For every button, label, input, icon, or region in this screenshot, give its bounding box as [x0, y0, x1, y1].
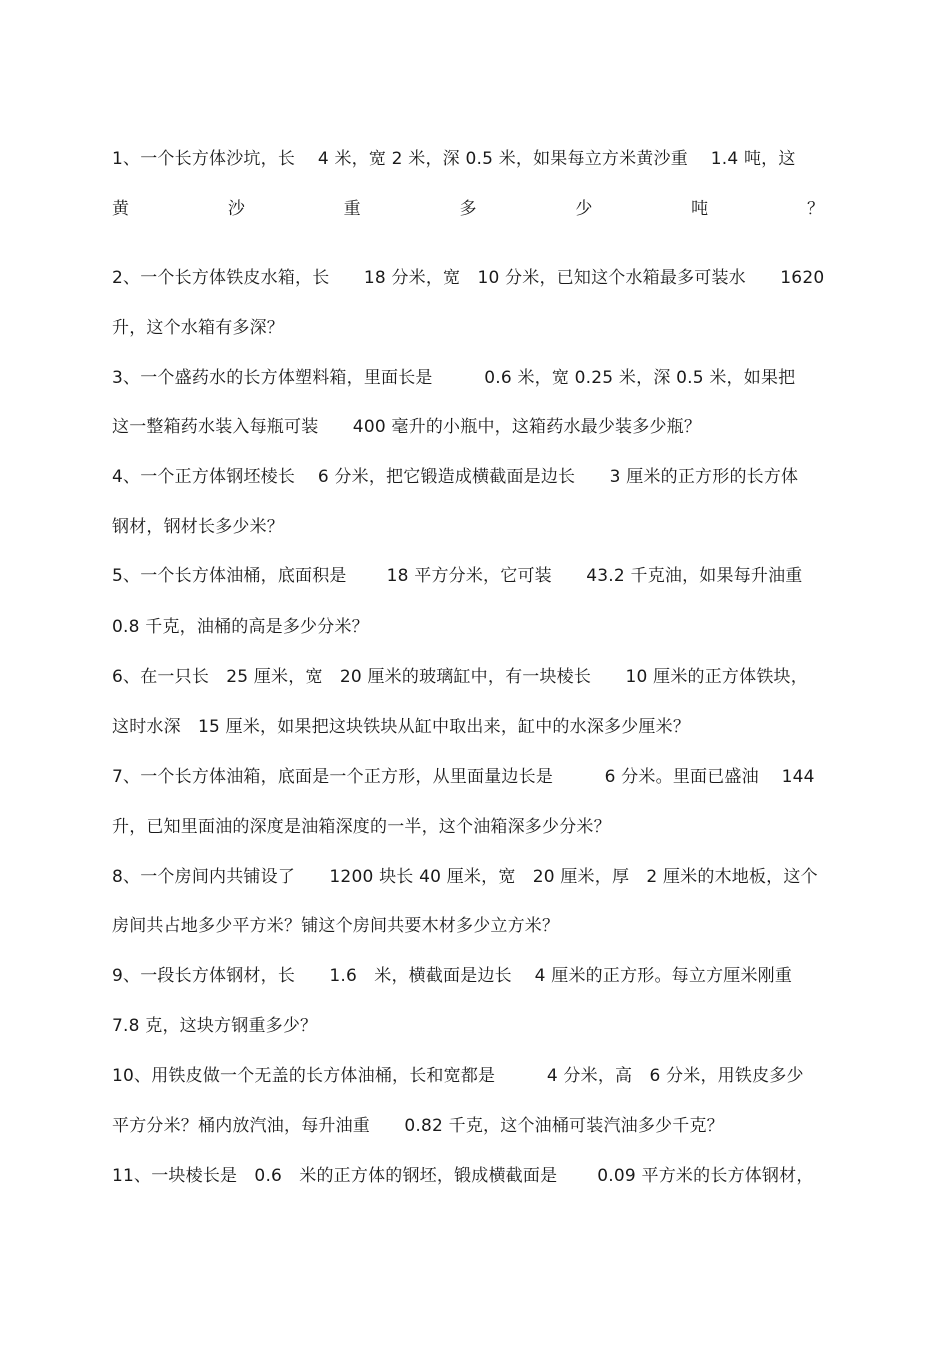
problem-1-word: ？ — [806, 199, 824, 219]
problem-2-line-2: 升，这个水箱有多深？ — [112, 318, 284, 338]
problem-6-line-2: 这时水深 15 厘米，如果把这块铁块从缸中取出来，缸中的水深多少厘米？ — [112, 717, 691, 737]
problem-10-line-2: 平方分米？桶内放汽油，每升油重 0.82 千克，这个油桶可装汽油多少千克？ — [112, 1116, 724, 1136]
problem-11-line-1: 11、一块棱长是 0.6 米的正方体的钢坯，锻成横截面是 0.09 平方米的长方体钢材， — [112, 1166, 814, 1186]
problem-2-line-1: 2、一个长方体铁皮水箱，长 18 分米，宽 10 分米，已知这个水箱最多可装水 1620 — [112, 268, 825, 288]
problem-5-line-2: 0.8 千克，油桶的高是多少分米？ — [112, 617, 369, 637]
problem-1-line-2 — [112, 198, 824, 220]
problem-8-line-1: 8、一个房间内共铺设了 1200 块长 40 厘米，宽 20 厘米，厚 2 厘米的木地板，这个 — [112, 867, 818, 887]
problem-7-line-2: 升，已知里面油的深度是油箱深度的一半，这个油箱深多少分米？ — [112, 817, 611, 837]
problem-1-word: 沙 — [227, 199, 245, 219]
problem-8-line-2: 房间共占地多少平方米？铺这个房间共要木材多少立方米？ — [112, 916, 560, 936]
problem-1-word: 少 — [575, 199, 593, 219]
problem-1-line-1: 1、一个长方体沙坑，长 4 米，宽 2 米，深 0.5 米，如果每立方米黄沙重 1.4 吨，这 — [112, 149, 796, 169]
problem-7-line-1: 7、一个长方体油箱，底面是一个正方形，从里面量边长是 6 分米。里面已盛油 144 — [112, 767, 815, 787]
problem-5-line-1: 5、一个长方体油桶，底面积是 18 平方分米，它可装 43.2 千克油，如果每升油重 — [112, 566, 803, 586]
problem-10-line-1: 10、用铁皮做一个无盖的长方体油桶，长和宽都是 4 分米，高 6 分米，用铁皮多少 — [112, 1066, 804, 1086]
problem-3-line-1: 3、一个盛药水的长方体塑料箱，里面长是 0.6 米，宽 0.25 米，深 0.5 米，如果把 — [112, 368, 796, 388]
problem-3-line-2: 这一整箱药水装入每瓶可装 400 毫升的小瓶中，这箱药水最少装多少瓶？ — [112, 417, 702, 437]
problem-1-word: 吨 — [691, 199, 709, 219]
problem-6-line-1: 6、在一只长 25 厘米，宽 20 厘米的玻璃缸中，有一块棱长 10 厘米的正方体铁块， — [112, 667, 808, 687]
problem-4-line-1: 4、一个正方体钢坯棱长 6 分米，把它锻造成横截面是边长 3 厘米的正方形的长方体 — [112, 467, 799, 487]
problem-1-word: 黄 — [112, 199, 129, 219]
problem-9-line-2: 7.8 克，这块方钢重多少？ — [112, 1016, 318, 1036]
problem-1-word: 多 — [459, 199, 477, 219]
problem-9-line-1: 9、一段长方体钢材，长 1.6 米，横截面是边长 4 厘米的正方形。每立方厘米刚重 — [112, 966, 793, 986]
problem-1-word: 重 — [343, 199, 361, 219]
problem-4-line-2: 钢材，钢材长多少米？ — [112, 517, 284, 537]
